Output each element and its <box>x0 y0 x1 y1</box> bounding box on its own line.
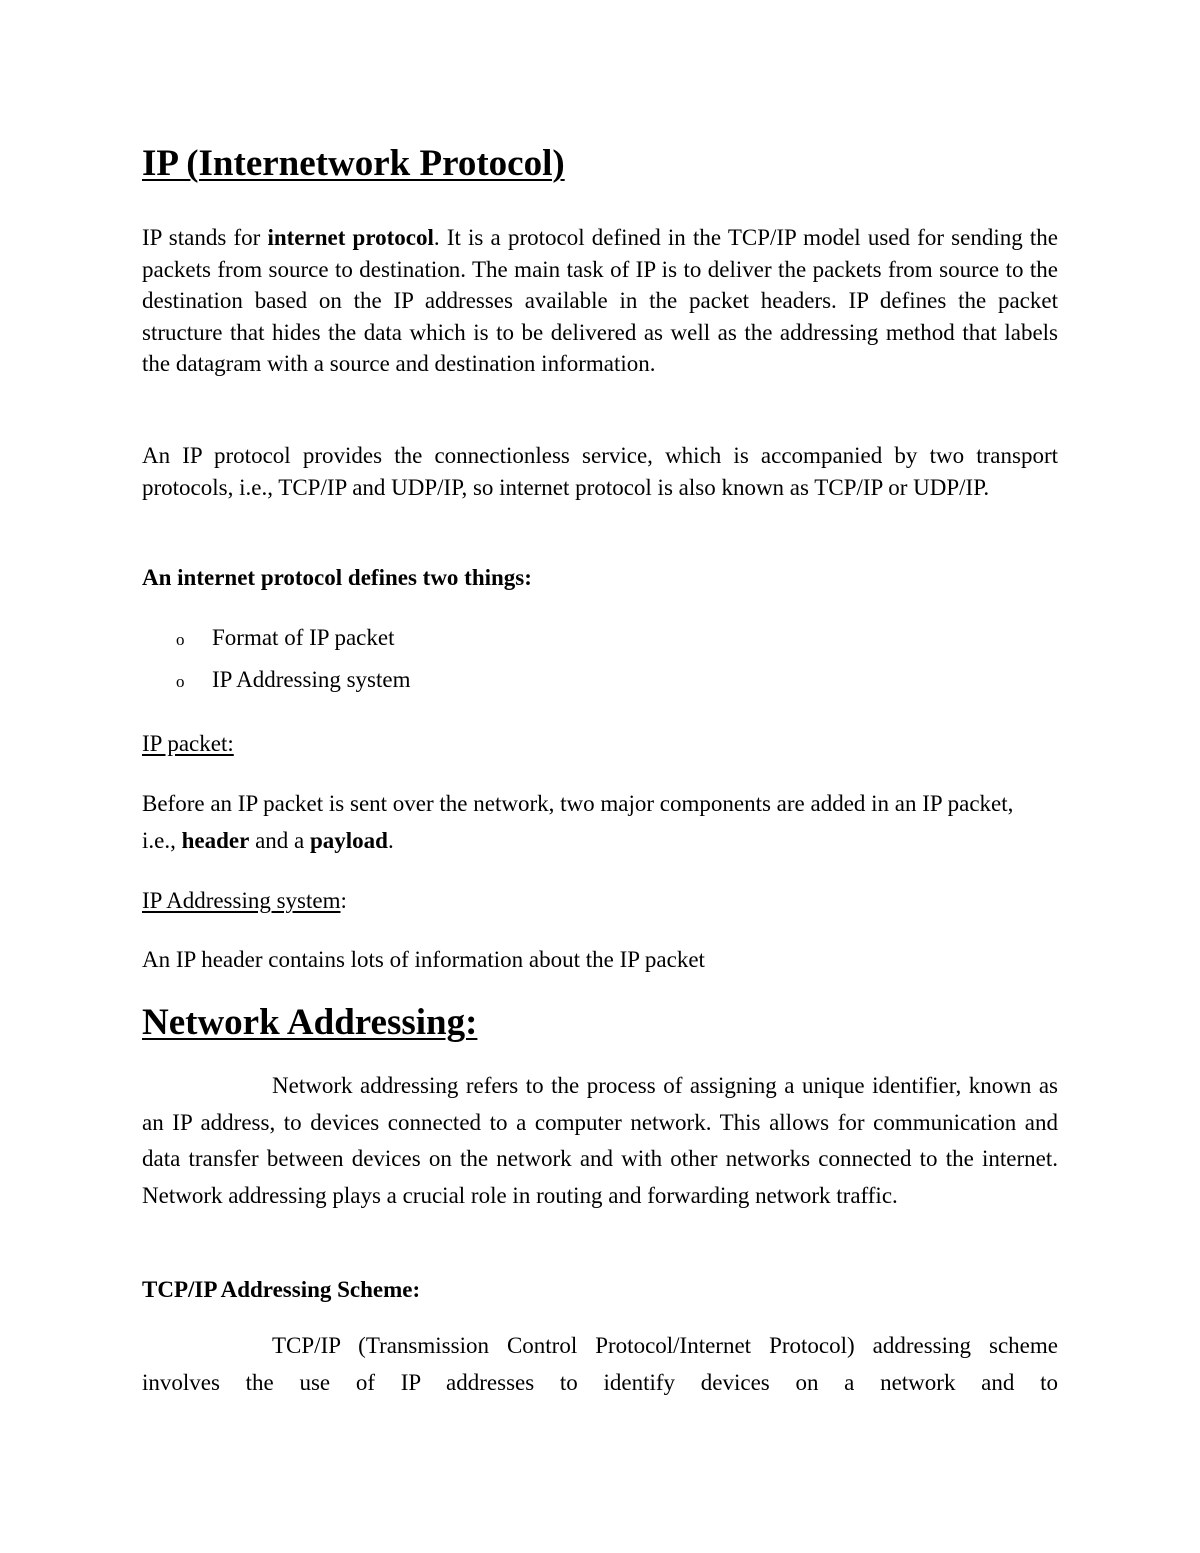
ip-packet-paragraph <box>142 785 1042 859</box>
tcpip-scheme-paragraph: TCP/IP (Transmission Control Protocol/Internet Protocol) addressing scheme involves the use of IP addresses to identify devices on a network and to <box>142 1333 1058 1395</box>
addressing-system-text: An IP header contains lots of information about the IP packet <box>142 947 705 972</box>
bullet-icon: o <box>176 630 185 649</box>
list-item-text: Format of IP packet <box>212 625 395 650</box>
page-title: IP (Internetwork Protocol) <box>142 143 565 184</box>
intro-lead: IP stands for <box>142 225 268 250</box>
addressing-system-colon: : <box>340 888 347 913</box>
tcpip-scheme-heading: TCP/IP Addressing Scheme: <box>142 1277 421 1302</box>
addressing-system-label: IP Addressing system <box>142 888 341 913</box>
network-addressing-heading: Network Addressing: <box>142 1002 478 1043</box>
defines-heading: An internet protocol defines two things: <box>142 565 532 590</box>
ip-packet-term-header: header <box>181 828 250 853</box>
list-item <box>142 665 411 697</box>
connectionless-paragraph: An IP protocol provides the connectionless service, which is accompanied by two transport protocols, i.e., TCP/IP and UDP/IP, so internet protocol is also known as TCP/IP or UDP/IP. <box>142 443 1058 500</box>
addressing-system-label-line <box>142 886 1058 916</box>
bullet-icon: o <box>176 672 185 691</box>
intro-bold-term: internet protocol <box>267 225 434 250</box>
network-addressing-text: Network addressing refers to the process of assigning a unique identifier, known as an IP address, to devices connected to a computer network. This allows for communication and data transfer between devices on the network and with other networks connected to the internet. Network addressing plays a crucial role in routing and forwarding network traffic. <box>142 1073 1058 1208</box>
intro-paragraph <box>142 222 1058 380</box>
ip-packet-term-payload: payload <box>310 828 388 853</box>
intro-rest: . It is a protocol defined in the TCP/IP model used for sending the packets from source to destination. The main task of IP is to deliver the packets from source to the destination based on the IP addresses available in the packet headers. IP defines the packet structure that hides the data which is to be delivered as well as the addressing method that labels the datagram with a source and destination information. <box>142 225 1058 376</box>
list-item <box>142 623 394 655</box>
list-item-text: IP Addressing system <box>212 667 411 692</box>
network-addressing-paragraph <box>142 1068 1058 1214</box>
ip-packet-lead: Before an IP packet is sent over the network, two major components are added in an IP packet, i.e., <box>142 791 1014 853</box>
ip-packet-label: IP packet: <box>142 731 234 756</box>
ip-packet-between: and a <box>249 828 310 853</box>
ip-packet-end: . <box>387 828 394 853</box>
